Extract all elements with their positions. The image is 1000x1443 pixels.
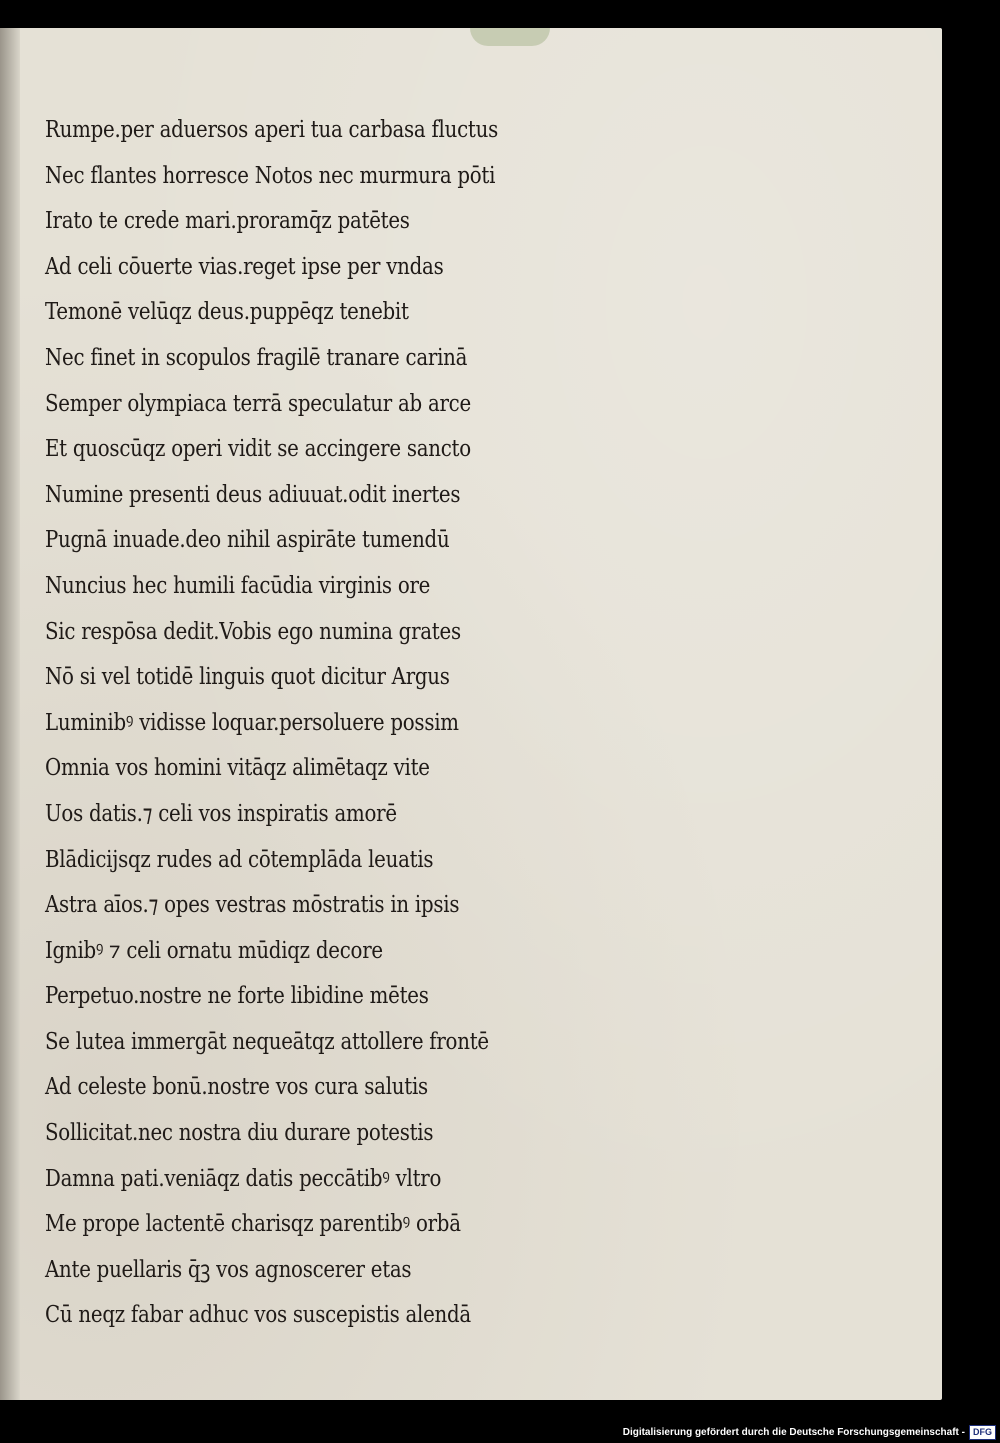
verse-line-15: Omnia vos homini vitāqz alimētaqz vite <box>45 755 430 782</box>
verse-line-27: Cū neqz fabar adhuc vos suscepistis alendā <box>45 1302 471 1329</box>
funding-footer <box>623 1424 996 1440</box>
page-gutter-shadow <box>0 28 20 1400</box>
verse-line-2: Nec flantes horresce Notos nec murmura pōti <box>45 162 496 189</box>
verse-line-1: Rumpe.per aduersos aperi tua carbasa fluctus <box>45 117 498 143</box>
verse-line-25: Me prope lactentē charisqz parentibꝰ orbā <box>45 1211 461 1238</box>
verse-line-21: Se lutea immergāt nequeātqz attollere frontē <box>45 1028 489 1055</box>
verse-line-11: Nuncius hec humili facūdia virginis ore <box>45 572 431 599</box>
paper-stain <box>470 28 550 46</box>
verse-line-20: Perpetuo.nostre ne forte libidine mētes <box>45 983 429 1010</box>
verse-line-10: Pugnā inuade.deo nihil aspirāte tumendū <box>45 527 450 554</box>
verse-line-12: Sic respōsa dedit.Vobis ego numina grates <box>45 618 461 645</box>
verse-line-22: Ad celeste bonū.nostre vos cura salutis <box>45 1074 428 1101</box>
verse-line-5: Temonē velūqz deus.puppēqz tenebit <box>45 299 409 326</box>
verse-line-24: Damna pati.veniāqz datis peccātibꝰ vltro <box>45 1165 442 1192</box>
dfg-logo: DFG <box>969 1425 996 1440</box>
verse-line-26: Ante puellaris q̄ꝫ vos agnoscerer etas <box>45 1256 412 1283</box>
verse-line-14: Luminibꝰ vidisse loquar.persoluere possim <box>45 709 459 736</box>
verse-line-18: Astra aīos.⁊ opes vestras mōstratis in ipsis <box>45 892 460 919</box>
verse-line-4: Ad celi cōuerte vias.reget ipse per vndas <box>45 253 444 280</box>
verse-line-13: Nō si vel totidē linguis quot dicitur Argus <box>45 664 450 691</box>
verse-line-6: Nec finet in scopulos fragilē tranare carinā <box>45 344 468 371</box>
verse-line-19: Ignibꝰ ⁊ celi ornatu mūdiqz decore <box>45 937 383 964</box>
verse-line-23: Sollicitat.nec nostra diu durare potestis <box>45 1120 434 1147</box>
verse-line-8: Et quoscūqz operi vidit se accingere sancto <box>45 436 471 463</box>
verse-text-block <box>45 108 605 1339</box>
book-page <box>0 28 942 1400</box>
verse-line-3: Irato te crede mari.proramq̄z patētes <box>45 208 410 235</box>
verse-line-7: Semper olympiaca terrā speculatur ab arce <box>45 390 471 417</box>
verse-line-9: Numine presenti deus adiuuat.odit inertes <box>45 481 461 508</box>
verse-line-16: Uos datis.⁊ celi vos inspiratis amorē <box>45 800 397 827</box>
verse-line-17: Blādicijsqz rudes ad cōtemplāda leuatis <box>45 846 434 873</box>
funding-credit-text: Digitalisierung gefördert durch die Deutsche Forschungsgemeinschaft - <box>622 1426 965 1438</box>
